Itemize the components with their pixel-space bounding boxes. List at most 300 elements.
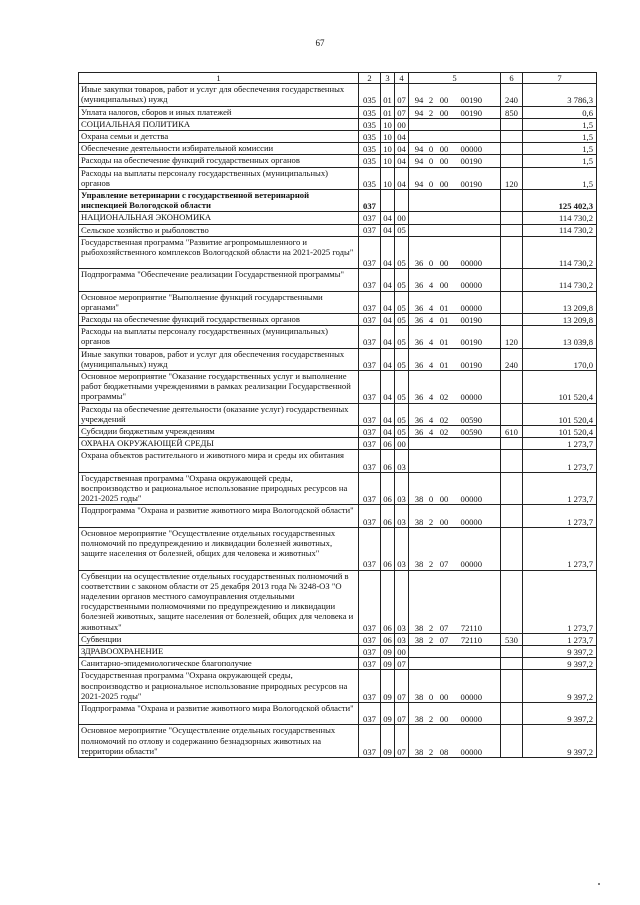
row-code-cell bbox=[409, 269, 501, 291]
scan-dot bbox=[598, 883, 600, 885]
code-part-c3: 00000 bbox=[460, 144, 482, 155]
table-header-row bbox=[79, 73, 597, 84]
table-row bbox=[79, 291, 597, 313]
row-ved-cell: 037 bbox=[359, 702, 381, 724]
row-rz-cell: 06 bbox=[381, 505, 395, 527]
row-vr-cell: 530 bbox=[501, 633, 523, 645]
code-part-c2: 00 bbox=[439, 178, 449, 189]
row-vr-cell: 240 bbox=[501, 348, 523, 370]
row-sum-cell: 114 730,2 bbox=[523, 236, 597, 269]
row-code-cell bbox=[409, 371, 501, 404]
row-ved-cell: 037 bbox=[359, 633, 381, 645]
code-part-c1: 2 bbox=[428, 95, 434, 106]
row-sum-cell: 13 209,8 bbox=[523, 291, 597, 313]
row-sum-cell: 9 397,2 bbox=[523, 658, 597, 670]
row-pr-cell: 00 bbox=[395, 212, 409, 224]
row-code-cell bbox=[409, 403, 501, 425]
code-part-c1: 4 bbox=[428, 302, 434, 313]
table-body bbox=[79, 73, 597, 758]
code-part-c3: 72110 bbox=[460, 622, 482, 633]
row-vr-cell bbox=[501, 371, 523, 404]
row-rz-cell: 04 bbox=[381, 269, 395, 291]
code-part-cs: 94 bbox=[414, 144, 424, 155]
row-sum-cell: 114 730,2 bbox=[523, 212, 597, 224]
row-pr-cell: 05 bbox=[395, 426, 409, 438]
row-name-cell: Обеспечение деятельности избирательной комиссии bbox=[79, 143, 359, 155]
row-code-cell bbox=[409, 167, 501, 189]
code-part-c3: 00000 bbox=[460, 302, 482, 313]
row-sum-cell: 114 730,2 bbox=[523, 269, 597, 291]
code-part-c2: 00 bbox=[439, 494, 449, 505]
row-pr-cell: 05 bbox=[395, 224, 409, 236]
table-row bbox=[79, 371, 597, 404]
row-code-cell bbox=[409, 291, 501, 313]
code-part-cs: 36 bbox=[414, 427, 424, 437]
table-row bbox=[79, 633, 597, 645]
table-row bbox=[79, 236, 597, 269]
table-row bbox=[79, 725, 597, 758]
row-pr-cell: 05 bbox=[395, 291, 409, 313]
row-sum-cell: 101 520,4 bbox=[523, 371, 597, 404]
table-row bbox=[79, 143, 597, 155]
row-pr-cell: 03 bbox=[395, 450, 409, 472]
table-row bbox=[79, 155, 597, 167]
code-part-cs: 38 bbox=[414, 714, 424, 725]
code-part-c3: 00190 bbox=[460, 315, 482, 326]
table-row bbox=[79, 224, 597, 236]
code-part-c1: 4 bbox=[428, 315, 434, 326]
code-part-c2: 00 bbox=[439, 258, 449, 269]
row-name-cell: Расходы на выплаты персоналу государственных (муниципальных) органов bbox=[79, 326, 359, 348]
code-part-c1: 0 bbox=[428, 144, 434, 155]
table-row bbox=[79, 84, 597, 106]
code-part-cs: 38 bbox=[414, 634, 424, 645]
row-sum-cell: 1 273,7 bbox=[523, 472, 597, 505]
row-sum-cell: 9 397,2 bbox=[523, 725, 597, 758]
code-part-c2: 02 bbox=[439, 414, 449, 425]
row-code-cell bbox=[409, 633, 501, 645]
row-pr-cell: 05 bbox=[395, 348, 409, 370]
code-part-c2: 00 bbox=[439, 156, 449, 167]
row-code-cell bbox=[409, 472, 501, 505]
table-row bbox=[79, 702, 597, 724]
row-ved-cell: 037 bbox=[359, 212, 381, 224]
table-row bbox=[79, 106, 597, 118]
row-name-cell: Основное мероприятие "Оказание государственных услуг и выполнение работ бюджетными учреждениями в рамках реализации Государственной программы" bbox=[79, 371, 359, 404]
row-ved-cell: 035 bbox=[359, 84, 381, 106]
row-rz-cell: 09 bbox=[381, 658, 395, 670]
row-pr-cell: 00 bbox=[395, 645, 409, 657]
code-part-cs: 36 bbox=[414, 302, 424, 313]
row-rz-cell: 09 bbox=[381, 702, 395, 724]
row-sum-cell: 1 273,7 bbox=[523, 438, 597, 450]
table-row bbox=[79, 472, 597, 505]
code-part-c3: 00000 bbox=[460, 392, 482, 403]
code-part-cs: 94 bbox=[414, 178, 424, 189]
row-pr-cell: 00 bbox=[395, 438, 409, 450]
code-part-c2: 01 bbox=[439, 359, 449, 370]
row-code-cell bbox=[409, 236, 501, 269]
code-part-c3: 00000 bbox=[460, 258, 482, 269]
row-pr-cell: 03 bbox=[395, 472, 409, 505]
row-ved-cell: 037 bbox=[359, 505, 381, 527]
row-sum-cell: 9 397,2 bbox=[523, 670, 597, 703]
row-ved-cell: 037 bbox=[359, 269, 381, 291]
row-vr-cell: 120 bbox=[501, 326, 523, 348]
code-part-c1: 4 bbox=[428, 414, 434, 425]
row-sum-cell: 9 397,2 bbox=[523, 702, 597, 724]
row-name-cell: Субсидии бюджетным учреждениям bbox=[79, 426, 359, 438]
table-row bbox=[79, 212, 597, 224]
row-name-cell: Расходы на обеспечение функций государственных органов bbox=[79, 314, 359, 326]
row-code-cell bbox=[409, 314, 501, 326]
row-sum-cell: 13 039,8 bbox=[523, 326, 597, 348]
row-name-cell: НАЦИОНАЛЬНАЯ ЭКОНОМИКА bbox=[79, 212, 359, 224]
code-part-c1: 4 bbox=[428, 280, 434, 291]
code-part-c2: 02 bbox=[439, 427, 449, 437]
row-pr-cell: 07 bbox=[395, 84, 409, 106]
row-vr-cell bbox=[501, 438, 523, 450]
table-row bbox=[79, 645, 597, 657]
code-part-c1: 2 bbox=[428, 516, 434, 527]
row-sum-cell: 1 273,7 bbox=[523, 527, 597, 570]
code-part-c3: 00190 bbox=[460, 156, 482, 167]
code-part-cs: 38 bbox=[414, 559, 424, 570]
code-part-c3: 72110 bbox=[460, 634, 482, 645]
row-ved-cell: 035 bbox=[359, 143, 381, 155]
row-ved-cell: 037 bbox=[359, 438, 381, 450]
header-cell-1: 1 bbox=[79, 73, 359, 84]
row-vr-cell bbox=[501, 269, 523, 291]
row-rz-cell: 06 bbox=[381, 472, 395, 505]
table-row bbox=[79, 118, 597, 130]
code-part-c2: 01 bbox=[439, 302, 449, 313]
code-part-c1: 0 bbox=[428, 258, 434, 269]
row-sum-cell: 101 520,4 bbox=[523, 403, 597, 425]
code-part-c2: 07 bbox=[439, 622, 449, 633]
row-vr-cell bbox=[501, 314, 523, 326]
row-rz-cell: 10 bbox=[381, 143, 395, 155]
row-code-cell bbox=[409, 212, 501, 224]
row-pr-cell: 05 bbox=[395, 403, 409, 425]
code-part-c3: 00000 bbox=[460, 559, 482, 570]
code-part-cs: 38 bbox=[414, 622, 424, 633]
code-part-c1: 2 bbox=[428, 634, 434, 645]
row-name-cell: ОХРАНА ОКРУЖАЮЩЕЙ СРЕДЫ bbox=[79, 438, 359, 450]
code-part-c3: 00590 bbox=[460, 427, 482, 437]
row-pr-cell: 05 bbox=[395, 236, 409, 269]
row-code-cell bbox=[409, 670, 501, 703]
row-sum-cell: 9 397,2 bbox=[523, 645, 597, 657]
table-row bbox=[79, 426, 597, 438]
row-sum-cell: 101 520,4 bbox=[523, 426, 597, 438]
row-ved-cell: 035 bbox=[359, 155, 381, 167]
row-name-cell: Субвенции на осуществление отдельных государственных полномочий в соответствии с законом области от 25 декабря 2013 года № 3248-ОЗ "О наделении органов местного самоуправления отдельными государственными полномочиями по предупреждению и ликвидации болезней животных, защите населения от болезней, общих для человека и животных" bbox=[79, 570, 359, 633]
row-sum-cell: 0,6 bbox=[523, 106, 597, 118]
row-name-cell: ЗДРАВООХРАНЕНИЕ bbox=[79, 645, 359, 657]
row-vr-cell: 850 bbox=[501, 106, 523, 118]
row-vr-cell bbox=[501, 143, 523, 155]
row-sum-cell: 1,5 bbox=[523, 143, 597, 155]
code-part-c1: 2 bbox=[428, 559, 434, 570]
row-sum-cell: 1 273,7 bbox=[523, 505, 597, 527]
row-name-cell: Санитарно-эпидемиологическое благополучие bbox=[79, 658, 359, 670]
header-cell-6: 6 bbox=[501, 73, 523, 84]
row-vr-cell: 610 bbox=[501, 426, 523, 438]
row-vr-cell bbox=[501, 212, 523, 224]
code-part-c2: 01 bbox=[439, 337, 449, 348]
code-part-c2: 00 bbox=[439, 714, 449, 725]
table-row bbox=[79, 438, 597, 450]
row-rz-cell: 04 bbox=[381, 224, 395, 236]
code-part-cs: 36 bbox=[414, 392, 424, 403]
row-ved-cell: 037 bbox=[359, 189, 381, 211]
row-name-cell: Подпрограмма "Охрана и развитие животного мира Вологодской области" bbox=[79, 505, 359, 527]
row-rz-cell: 04 bbox=[381, 236, 395, 269]
code-part-cs: 36 bbox=[414, 258, 424, 269]
row-pr-cell: 05 bbox=[395, 269, 409, 291]
row-name-cell: Управление ветеринарии с государственной ветеринарной инспекцией Вологодской области bbox=[79, 189, 359, 211]
row-rz-cell: 06 bbox=[381, 633, 395, 645]
code-part-c1: 4 bbox=[428, 392, 434, 403]
row-code-cell bbox=[409, 326, 501, 348]
row-rz-cell: 09 bbox=[381, 645, 395, 657]
code-part-c1: 0 bbox=[428, 178, 434, 189]
code-part-c1: 0 bbox=[428, 156, 434, 167]
code-part-cs: 38 bbox=[414, 691, 424, 702]
header-cell-5: 5 bbox=[409, 73, 501, 84]
row-code-cell bbox=[409, 725, 501, 758]
row-code-cell bbox=[409, 224, 501, 236]
row-rz-cell: 10 bbox=[381, 130, 395, 142]
table-row bbox=[79, 403, 597, 425]
table-row bbox=[79, 658, 597, 670]
row-sum-cell: 1,5 bbox=[523, 167, 597, 189]
code-part-c2: 08 bbox=[439, 746, 449, 757]
row-pr-cell: 07 bbox=[395, 658, 409, 670]
row-rz-cell: 04 bbox=[381, 314, 395, 326]
code-part-cs: 36 bbox=[414, 315, 424, 326]
row-vr-cell bbox=[501, 670, 523, 703]
row-rz-cell: 04 bbox=[381, 426, 395, 438]
row-ved-cell: 035 bbox=[359, 106, 381, 118]
header-cell-4: 4 bbox=[395, 73, 409, 84]
row-vr-cell bbox=[501, 725, 523, 758]
row-pr-cell: 07 bbox=[395, 702, 409, 724]
row-ved-cell: 035 bbox=[359, 167, 381, 189]
row-name-cell: Подпрограмма "Обеспечение реализации Государственной программы" bbox=[79, 269, 359, 291]
row-ved-cell: 037 bbox=[359, 645, 381, 657]
row-vr-cell bbox=[501, 658, 523, 670]
row-pr-cell: 07 bbox=[395, 670, 409, 703]
row-sum-cell: 125 402,3 bbox=[523, 189, 597, 211]
row-vr-cell bbox=[501, 236, 523, 269]
row-pr-cell: 05 bbox=[395, 326, 409, 348]
row-sum-cell: 170,0 bbox=[523, 348, 597, 370]
row-rz-cell: 06 bbox=[381, 450, 395, 472]
row-ved-cell: 037 bbox=[359, 527, 381, 570]
row-pr-cell: 04 bbox=[395, 130, 409, 142]
code-part-cs: 94 bbox=[414, 107, 424, 118]
code-part-c3: 00190 bbox=[460, 359, 482, 370]
row-ved-cell: 037 bbox=[359, 450, 381, 472]
row-ved-cell: 037 bbox=[359, 291, 381, 313]
row-name-cell: Основное мероприятие "Осуществление отдельных государственных полномочий по предупреждению и ликвидации болезней животных, защите населения от болезней, общих для человека и животных" bbox=[79, 527, 359, 570]
code-part-c2: 02 bbox=[439, 392, 449, 403]
row-rz-cell: 06 bbox=[381, 527, 395, 570]
row-ved-cell: 037 bbox=[359, 725, 381, 758]
row-rz-cell: 10 bbox=[381, 167, 395, 189]
code-part-cs: 38 bbox=[414, 494, 424, 505]
row-ved-cell: 037 bbox=[359, 472, 381, 505]
header-cell-3: 3 bbox=[381, 73, 395, 84]
row-pr-cell: 04 bbox=[395, 167, 409, 189]
row-rz-cell: 06 bbox=[381, 438, 395, 450]
code-part-c2: 00 bbox=[439, 95, 449, 106]
row-name-cell: Расходы на обеспечение функций государственных органов bbox=[79, 155, 359, 167]
code-part-c1: 2 bbox=[428, 746, 434, 757]
code-part-c2: 07 bbox=[439, 634, 449, 645]
row-rz-cell: 06 bbox=[381, 570, 395, 633]
row-vr-cell bbox=[501, 702, 523, 724]
row-code-cell bbox=[409, 189, 501, 211]
row-rz-cell: 04 bbox=[381, 212, 395, 224]
row-ved-cell: 037 bbox=[359, 236, 381, 269]
table-row bbox=[79, 348, 597, 370]
row-ved-cell: 037 bbox=[359, 371, 381, 404]
row-pr-cell: 00 bbox=[395, 118, 409, 130]
row-name-cell: Сельское хозяйство и рыболовство bbox=[79, 224, 359, 236]
row-name-cell: Расходы на выплаты персоналу государственных (муниципальных) органов bbox=[79, 167, 359, 189]
code-part-cs: 36 bbox=[414, 337, 424, 348]
row-code-cell bbox=[409, 438, 501, 450]
row-code-cell bbox=[409, 348, 501, 370]
row-name-cell: СОЦИАЛЬНАЯ ПОЛИТИКА bbox=[79, 118, 359, 130]
code-part-c2: 00 bbox=[439, 691, 449, 702]
row-name-cell: Государственная программа "Охрана окружающей среды, воспроизводство и рациональное использование природных ресурсов на 2021-2025 годы" bbox=[79, 670, 359, 703]
row-ved-cell: 037 bbox=[359, 326, 381, 348]
row-vr-cell bbox=[501, 155, 523, 167]
row-vr-cell bbox=[501, 118, 523, 130]
row-ved-cell: 035 bbox=[359, 118, 381, 130]
table-row bbox=[79, 570, 597, 633]
row-vr-cell bbox=[501, 403, 523, 425]
row-name-cell: Иные закупки товаров, работ и услуг для обеспечения государственных (муниципальных) нужд bbox=[79, 84, 359, 106]
row-vr-cell: 240 bbox=[501, 84, 523, 106]
row-vr-cell bbox=[501, 645, 523, 657]
table-row bbox=[79, 670, 597, 703]
row-sum-cell: 13 209,8 bbox=[523, 314, 597, 326]
code-part-cs: 36 bbox=[414, 359, 424, 370]
code-part-c3: 00000 bbox=[460, 746, 482, 757]
code-part-c1: 0 bbox=[428, 691, 434, 702]
row-pr-cell: 04 bbox=[395, 155, 409, 167]
code-part-c1: 2 bbox=[428, 622, 434, 633]
row-vr-cell bbox=[501, 472, 523, 505]
row-code-cell bbox=[409, 118, 501, 130]
row-name-cell: Уплата налогов, сборов и иных платежей bbox=[79, 106, 359, 118]
row-code-cell bbox=[409, 450, 501, 472]
row-code-cell bbox=[409, 426, 501, 438]
row-sum-cell: 1,5 bbox=[523, 130, 597, 142]
table-row bbox=[79, 505, 597, 527]
row-vr-cell: 120 bbox=[501, 167, 523, 189]
code-part-cs: 94 bbox=[414, 156, 424, 167]
table-row bbox=[79, 269, 597, 291]
row-ved-cell: 037 bbox=[359, 314, 381, 326]
row-rz-cell: 04 bbox=[381, 291, 395, 313]
row-name-cell: Охрана объектов растительного и животного мира и среды их обитания bbox=[79, 450, 359, 472]
table-row bbox=[79, 326, 597, 348]
code-part-c3: 00190 bbox=[460, 95, 482, 106]
code-part-cs: 38 bbox=[414, 746, 424, 757]
code-part-c1: 0 bbox=[428, 494, 434, 505]
row-ved-cell: 037 bbox=[359, 403, 381, 425]
row-rz-cell: 01 bbox=[381, 84, 395, 106]
row-code-cell bbox=[409, 84, 501, 106]
row-ved-cell: 037 bbox=[359, 224, 381, 236]
code-part-c2: 01 bbox=[439, 315, 449, 326]
code-part-c1: 4 bbox=[428, 359, 434, 370]
table-row bbox=[79, 189, 597, 211]
table-row bbox=[79, 130, 597, 142]
row-vr-cell bbox=[501, 527, 523, 570]
row-rz-cell: 10 bbox=[381, 155, 395, 167]
row-vr-cell bbox=[501, 130, 523, 142]
row-pr-cell: 04 bbox=[395, 143, 409, 155]
code-part-cs: 94 bbox=[414, 95, 424, 106]
row-ved-cell: 037 bbox=[359, 570, 381, 633]
table-row bbox=[79, 167, 597, 189]
row-rz-cell: 04 bbox=[381, 326, 395, 348]
row-code-cell bbox=[409, 645, 501, 657]
row-code-cell bbox=[409, 155, 501, 167]
code-part-c3: 00000 bbox=[460, 714, 482, 725]
code-part-c2: 00 bbox=[439, 107, 449, 118]
row-vr-cell bbox=[501, 291, 523, 313]
row-rz-cell: 01 bbox=[381, 106, 395, 118]
row-code-cell bbox=[409, 106, 501, 118]
code-part-c3: 00000 bbox=[460, 494, 482, 505]
code-part-c3: 00000 bbox=[460, 280, 482, 291]
row-rz-cell: 04 bbox=[381, 348, 395, 370]
row-pr-cell: 05 bbox=[395, 314, 409, 326]
row-code-cell bbox=[409, 505, 501, 527]
row-vr-cell bbox=[501, 224, 523, 236]
row-vr-cell bbox=[501, 505, 523, 527]
row-name-cell: Подпрограмма "Охрана и развитие животного мира Вологодской области" bbox=[79, 702, 359, 724]
row-sum-cell: 3 786,3 bbox=[523, 84, 597, 106]
row-name-cell: Субвенции bbox=[79, 633, 359, 645]
code-part-c3: 00190 bbox=[460, 337, 482, 348]
code-part-c3: 00590 bbox=[460, 414, 482, 425]
code-part-c1: 2 bbox=[428, 107, 434, 118]
row-name-cell: Государственная программа "Охрана окружающей среды, воспроизводство и рациональное использование природных ресурсов на 2021-2025 годы" bbox=[79, 472, 359, 505]
code-part-cs: 36 bbox=[414, 280, 424, 291]
row-ved-cell: 037 bbox=[359, 670, 381, 703]
row-vr-cell bbox=[501, 570, 523, 633]
code-part-c3: 00190 bbox=[460, 178, 482, 189]
row-rz-cell: 04 bbox=[381, 371, 395, 404]
row-rz-cell: 10 bbox=[381, 118, 395, 130]
row-sum-cell: 1,5 bbox=[523, 155, 597, 167]
row-vr-cell bbox=[501, 450, 523, 472]
row-name-cell: Основное мероприятие "Осуществление отдельных государственных полномочий по отлову и содержанию безнадзорных животных на территории области" bbox=[79, 725, 359, 758]
row-code-cell bbox=[409, 130, 501, 142]
row-rz-cell: 09 bbox=[381, 725, 395, 758]
budget-table bbox=[78, 72, 597, 758]
row-rz-cell: 09 bbox=[381, 670, 395, 703]
